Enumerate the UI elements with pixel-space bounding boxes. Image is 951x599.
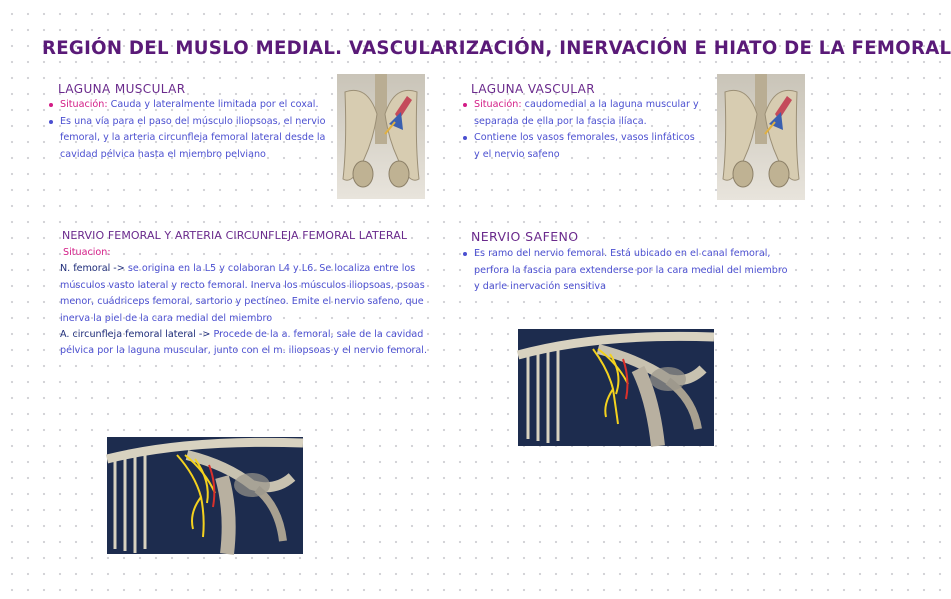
laguna-vascular-situacion	[462, 97, 702, 130]
laguna-muscular-heading: LAGUNA MUSCULAR	[58, 82, 186, 96]
nervio-femoral-paragraph	[60, 261, 430, 327]
laguna-muscular-body	[48, 97, 333, 163]
nervio-femoral-body	[60, 245, 430, 360]
skeleton-nerve-photo-left	[107, 437, 303, 554]
laguna-vascular-heading: LAGUNA VASCULAR	[471, 82, 595, 96]
nervio-safeno-heading: NERVIO SAFENO	[471, 229, 579, 244]
laguna-muscular-situacion	[48, 97, 333, 114]
nervio-femoral-heading: NERVIO FEMORAL Y ARTERIA CIRCUNFLEJA FEMORAL LATERAL	[62, 229, 408, 242]
laguna-muscular-bullet: Es una vía para el paso del músculo iliopsoas, el nervio femoral, y la arteria circunfleja femoral lateral desde la cavidad pélvica hasta el miembro pelviano	[48, 114, 333, 164]
laguna-vascular-bullet: Contiene los vasos femorales, vasos linfáticos y el nervio safeno	[462, 130, 702, 163]
situacion-label: Situación:	[60, 99, 108, 110]
arteria-label: A. circunfleja femoral lateral ->	[60, 329, 211, 341]
nervio-safeno-bullet: Es ramo del nervio femoral. Está ubicado en el canal femoral, perfora la fascia para extenderse por la cara medial del miembro y darle inervación sensitiva	[462, 246, 792, 296]
nervio-safeno-body	[462, 246, 792, 296]
pelvis-photo-vascular	[717, 74, 805, 200]
situacion-label: Situacion:	[63, 247, 111, 258]
pelvis-photo-muscular	[337, 74, 425, 199]
situacion-text: Cauda y lateralmente limitada por el coxal.	[110, 99, 319, 110]
situacion-text: caudomedial a la laguna muscular y separada de ella por la fascia ilíaca.	[474, 99, 699, 127]
skeleton-nerve-photo-right	[518, 329, 714, 446]
situacion-label: Situación:	[474, 99, 522, 110]
nfemoral-label: N. femoral ->	[60, 263, 125, 275]
arteria-circunfleja-paragraph	[60, 327, 430, 360]
nfemoral-text: se origina en la L5 y colaboran L4 y L6. Se localiza entre los músculos vasto lateral y recto femoral. Inerva los músculos iliopsoas, psoas menor, cuádriceps femoral, sartorio y pectíneo. Emite el nervio safeno, que inerva la piel de la cara medial del miembro	[60, 263, 425, 324]
laguna-vascular-body	[462, 97, 702, 163]
arteria-text: Procede de la a. femoral, sale de la cavidad pélvica por la laguna muscular, junto con el m. iliopsoas y el nervio femoral.	[60, 329, 428, 357]
page-title: REGIÓN DEL MUSLO MEDIAL. VASCULARIZACIÓN, INERVACIÓN E HIATO DE LA FEMORAL	[42, 38, 951, 59]
